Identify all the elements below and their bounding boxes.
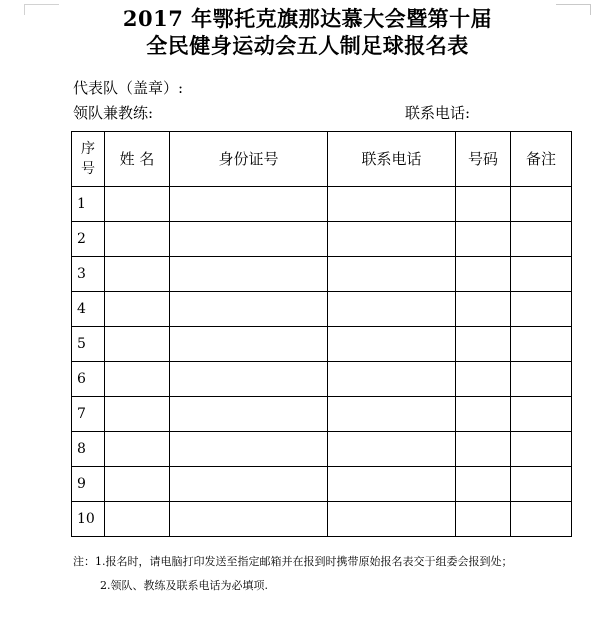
cell-phone[interactable] — [328, 467, 456, 502]
cell-phone[interactable] — [328, 397, 456, 432]
table-row — [72, 292, 572, 327]
table-row — [72, 187, 572, 222]
table-row — [72, 432, 572, 467]
table-row — [72, 327, 572, 362]
note-line-2: 2.领队、教练及联系电话为必填项. — [100, 579, 268, 592]
cell-remark[interactable] — [511, 467, 572, 502]
note-line-1: 注：1.报名时，请电脑打印发送至指定邮箱并在报到时携带原始报名表交于组委会报到处； — [73, 555, 513, 568]
column-header-remark: 备注 — [511, 132, 572, 187]
cell-number[interactable] — [456, 502, 511, 537]
table-row — [72, 467, 572, 502]
cell-name[interactable] — [105, 397, 170, 432]
roster-table — [71, 131, 572, 537]
cell-number[interactable] — [456, 327, 511, 362]
column-header-name: 姓 名 — [105, 132, 170, 187]
cell-phone[interactable] — [328, 432, 456, 467]
cell-name[interactable] — [105, 257, 170, 292]
cell-number[interactable] — [456, 222, 511, 257]
cell-index: 8 — [72, 432, 105, 467]
cell-number[interactable] — [456, 397, 511, 432]
field-contact-phone-label: 联系电话: — [405, 104, 471, 122]
column-header-index-line2: 号 — [81, 161, 95, 177]
table-row — [72, 397, 572, 432]
cell-id-number[interactable] — [170, 362, 328, 397]
cell-phone[interactable] — [328, 327, 456, 362]
cell-index: 4 — [72, 292, 105, 327]
title-line-2: 全民健身运动会五人制足球报名表 — [146, 33, 469, 58]
cell-index: 1 — [72, 187, 105, 222]
cell-id-number[interactable] — [170, 257, 328, 292]
cell-id-number[interactable] — [170, 292, 328, 327]
cell-number[interactable] — [456, 257, 511, 292]
cell-phone[interactable] — [328, 502, 456, 537]
cell-id-number[interactable] — [170, 222, 328, 257]
cell-phone[interactable] — [328, 222, 456, 257]
table-header-row — [72, 132, 572, 187]
cell-remark[interactable] — [511, 222, 572, 257]
cell-remark[interactable] — [511, 292, 572, 327]
column-header-index-line1: 序 — [81, 141, 95, 157]
column-header-index — [72, 132, 105, 187]
cell-name[interactable] — [105, 432, 170, 467]
cell-index: 7 — [72, 397, 105, 432]
cell-index: 9 — [72, 467, 105, 502]
cell-index: 2 — [72, 222, 105, 257]
cell-index: 10 — [72, 502, 105, 537]
cell-name[interactable] — [105, 292, 170, 327]
cell-number[interactable] — [456, 432, 511, 467]
cell-index: 3 — [72, 257, 105, 292]
cell-id-number[interactable] — [170, 432, 328, 467]
title-line-1: 2017 年鄂托克旗那达慕大会暨第十届 — [122, 6, 493, 31]
cell-id-number[interactable] — [170, 187, 328, 222]
cell-remark[interactable] — [511, 257, 572, 292]
cell-id-number[interactable] — [170, 397, 328, 432]
column-header-phone: 联系电话 — [328, 132, 456, 187]
field-team-label: 代表队（盖章）: — [73, 79, 184, 97]
cell-phone[interactable] — [328, 187, 456, 222]
table-row — [72, 222, 572, 257]
document-title — [0, 5, 615, 59]
column-header-number: 号码 — [456, 132, 511, 187]
cell-remark[interactable] — [511, 397, 572, 432]
table-row — [72, 502, 572, 537]
cell-number[interactable] — [456, 362, 511, 397]
cell-number[interactable] — [456, 467, 511, 502]
cell-index: 6 — [72, 362, 105, 397]
cell-name[interactable] — [105, 327, 170, 362]
field-leader-coach-label: 领队兼教练: — [73, 104, 154, 122]
cell-phone[interactable] — [328, 362, 456, 397]
cell-remark[interactable] — [511, 502, 572, 537]
cell-name[interactable] — [105, 187, 170, 222]
cell-phone[interactable] — [328, 257, 456, 292]
cell-name[interactable] — [105, 502, 170, 537]
roster-table-body — [72, 187, 572, 537]
footer-notes — [73, 550, 513, 598]
cell-remark[interactable] — [511, 187, 572, 222]
cell-id-number[interactable] — [170, 467, 328, 502]
column-header-id-number: 身份证号 — [170, 132, 328, 187]
cell-index: 5 — [72, 327, 105, 362]
cell-id-number[interactable] — [170, 502, 328, 537]
cell-phone[interactable] — [328, 292, 456, 327]
table-row — [72, 257, 572, 292]
cell-name[interactable] — [105, 467, 170, 502]
cell-name[interactable] — [105, 362, 170, 397]
cell-number[interactable] — [456, 187, 511, 222]
cell-remark[interactable] — [511, 432, 572, 467]
cell-id-number[interactable] — [170, 327, 328, 362]
cell-remark[interactable] — [511, 362, 572, 397]
cell-name[interactable] — [105, 222, 170, 257]
cell-number[interactable] — [456, 292, 511, 327]
cell-remark[interactable] — [511, 327, 572, 362]
table-row — [72, 362, 572, 397]
